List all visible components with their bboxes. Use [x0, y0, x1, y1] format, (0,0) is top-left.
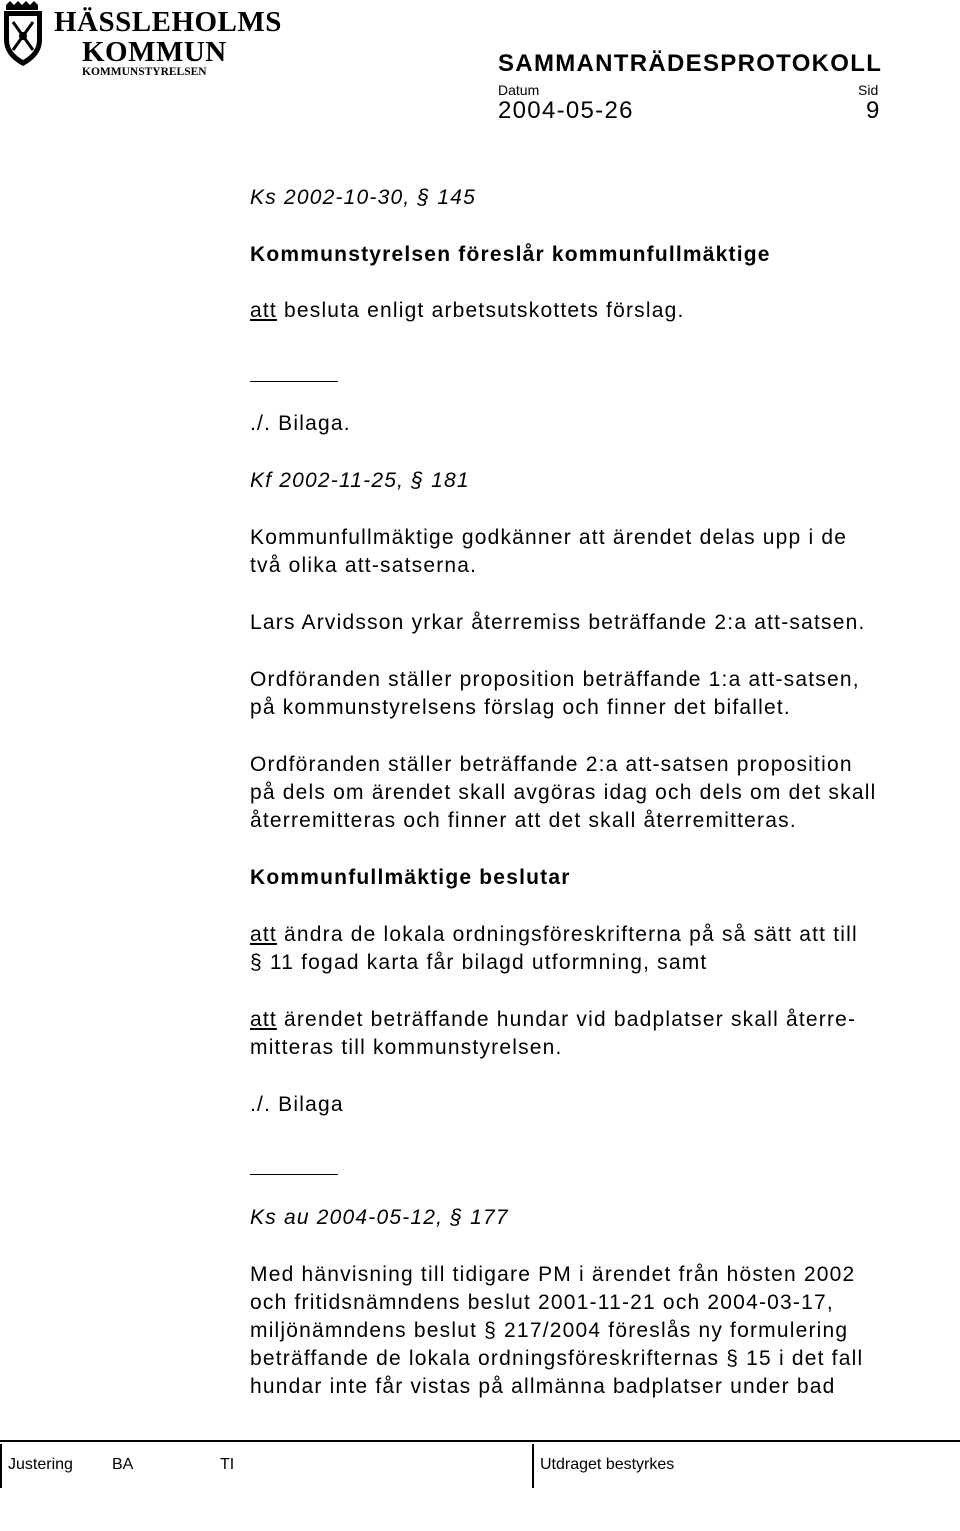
paragraph-line: Ordföranden ställer beträffande 2:a att-satsen proposition [250, 753, 853, 776]
paragraph-line: Ordföranden ställer proposition beträffande 1:a att-satsen, [250, 668, 860, 691]
att-clause-text: besluta enligt arbetsutskottets förslag. [276, 299, 685, 322]
footer-signature-initials: TI [220, 1456, 235, 1473]
paragraph-line: och fritidsnämndens beslut 2001-11-21 och 2004-03-17, [250, 1291, 834, 1314]
page-number: 9 [866, 97, 880, 124]
footer-column-divider [532, 1444, 534, 1488]
att-clause-3 [250, 1006, 856, 1034]
footer-column-divider [0, 1444, 2, 1488]
paragraph-line: Lars Arvidsson yrkar återremiss beträffande 2:a att-satsen. [250, 611, 866, 634]
paragraph-line: hundar inte får vistas på allmänna badplatser under bad [250, 1375, 836, 1398]
date-label: Datum [498, 82, 540, 98]
document-date: 2004-05-26 [498, 97, 634, 124]
reference-ks-au-2004: Ks au 2004-05-12, § 177 [250, 1206, 509, 1229]
footer-certified-extract-label: Utdraget bestyrkes [540, 1456, 675, 1473]
paragraph-line: § 11 fogad karta får bilagd utformning, samt [250, 951, 708, 974]
paragraph-line: på dels om ärendet skall avgöras idag och dels om det skall [250, 781, 877, 804]
reference-ks-2002: Ks 2002-10-30, § 145 [250, 186, 476, 209]
attachment-note-1: ./. Bilaga. [250, 412, 351, 435]
heading-kf-decision: Kommunfullmäktige beslutar [250, 866, 571, 889]
att-keyword: att [250, 299, 277, 322]
footer-signature-initials: BA [112, 1456, 134, 1473]
paragraph-line: Kommunfullmäktige godkänner att ärendet delas upp i de [250, 526, 848, 549]
paragraph-line: två olika att-satserna. [250, 554, 478, 577]
att-clause-text: ärendet beträffande hundar vid badplatser skall återre- [276, 1008, 857, 1031]
footer-justering-label: Justering [8, 1456, 73, 1473]
paragraph-line: mitteras till kommunstyrelsen. [250, 1036, 563, 1059]
attachment-note-2: ./. Bilaga [250, 1093, 344, 1116]
org-name-line3: KOMMUNSTYRELSEN [82, 66, 207, 78]
att-keyword: att [250, 1008, 277, 1031]
att-clause-text: ändra de lokala ordningsföreskrifterna på så sätt att till [276, 923, 858, 946]
section-divider [250, 1174, 338, 1175]
org-name-line1: HÄSSLEHOLMS [54, 6, 282, 38]
footer-rule [0, 1440, 960, 1442]
paragraph-line: Med hänvisning till tidigare PM i ärendet från hösten 2002 [250, 1263, 856, 1286]
paragraph-line: återremitteras och finner att det skall återremitteras. [250, 809, 797, 832]
att-keyword: att [250, 923, 277, 946]
paragraph-line: beträffande de lokala ordningsföreskrifternas § 15 i det fall [250, 1347, 864, 1370]
att-clause-2 [250, 921, 858, 949]
document-title: SAMMANTRÄDESPROTOKOLL [498, 50, 883, 77]
att-clause-1 [250, 297, 685, 325]
paragraph-line: på kommunstyrelsens förslag och finner det bifallet. [250, 696, 791, 719]
section-divider [250, 381, 338, 382]
org-name-line2: KOMMUN [82, 36, 227, 68]
paragraph-line: miljönämndens beslut § 217/2004 föreslås ny formulering [250, 1319, 849, 1342]
heading-ks-proposal: Kommunstyrelsen föreslår kommunfullmäktige [250, 243, 771, 266]
page-label: Sid [858, 82, 879, 98]
reference-kf-2002: Kf 2002-11-25, § 181 [250, 469, 470, 492]
